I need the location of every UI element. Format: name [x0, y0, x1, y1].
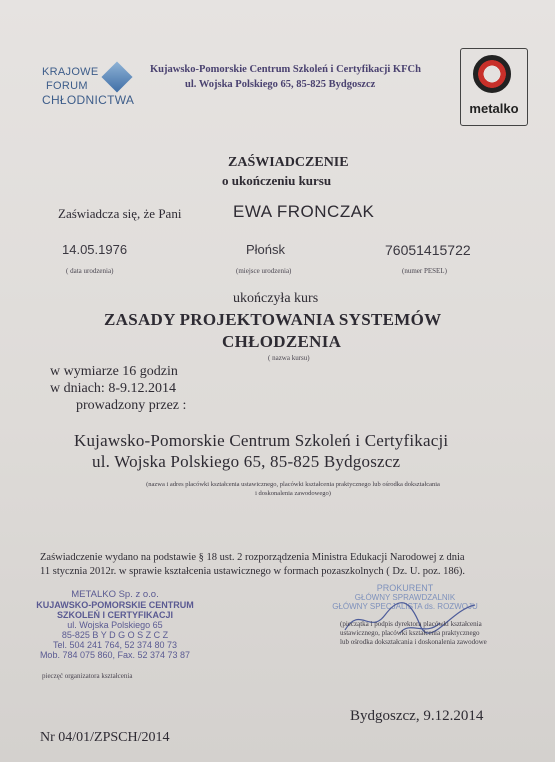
course-name-label: ( nazwa kursu) — [268, 354, 310, 362]
stamp-left-line-4: ul. Wojska Polskiego 65 — [67, 620, 163, 630]
stamp-right-line-2: GŁÓWNY SPRAWDZALNIK — [354, 593, 456, 602]
director-signature-label — [340, 620, 540, 647]
diamond-icon — [101, 61, 132, 92]
course-name-line-2: CHŁODZENIA — [222, 332, 342, 351]
krajowe-forum-logo — [40, 62, 140, 112]
person-name: EWA FRONCZAK — [233, 202, 375, 221]
stamp-left-line-5: 85-825 B Y D G O S Z C Z — [61, 630, 169, 640]
metalko-ring-icon — [473, 55, 511, 93]
course-hours: w wymiarze 16 godzin — [50, 364, 178, 379]
signature-label-line-3: lub ośrodka dokształcania i doskonalenia zawodowe — [340, 638, 487, 646]
metalko-logo-text: metalko — [469, 101, 519, 116]
course-days: w dniach: 8-9.12.2014 — [50, 381, 176, 396]
pesel-label: (numer PESEL) — [402, 267, 447, 275]
signature-label-line-2: ustawicznego, placówki kształcenia praktycznego — [340, 629, 480, 637]
stamp-left-line-3: SZKOLEŃ I CERTYFIKACJI — [56, 610, 173, 620]
header-org-address: ul. Wojska Polskiego 65, 85-825 Bydgoszcz — [185, 79, 376, 90]
institution-label-line-1: (nazwa i adres placówki kształcenia ustawicznego, placówki kształcenia praktycznego lub ośrodka dokształcania — [146, 481, 440, 488]
certificate-title: ZAŚWIADCZENIE — [228, 155, 349, 170]
stamp-right-line-1: PROKURENT — [376, 583, 434, 593]
course-completed-text: ukończyła kurs — [233, 291, 319, 306]
certificate-number: Nr 04/01/ZPSCH/2014 — [40, 730, 170, 745]
birth-date: 14.05.1976 — [62, 242, 128, 257]
organizer-stamp-label: pieczęć organizatora kształcenia — [42, 672, 133, 680]
institution-address: ul. Wojska Polskiego 65, 85-825 Bydgoszcz — [92, 452, 401, 471]
stamp-left-line-1: METALKO Sp. z o.o. — [71, 589, 159, 600]
person-intro: Zaświadcza się, że Pani — [58, 206, 182, 221]
header-org-name: Kujawsko-Pomorskie Centrum Szkoleń i Certyfikacji KFCh — [150, 64, 421, 75]
institution-label — [88, 480, 498, 498]
institution-label-line-2: i doskonalenia zawodowego) — [255, 490, 331, 497]
stamp-left-line-6: Tel. 504 241 764, 52 374 80 73 — [52, 640, 178, 650]
logo-line-2: FORUM — [46, 80, 88, 92]
birth-place: Płońsk — [246, 242, 286, 257]
stamp-left-line-2: KUJAWSKO-POMORSKIE CENTRUM — [36, 600, 194, 610]
logo-line-1: KRAJOWE — [42, 66, 99, 78]
logo-line-3: CHŁODNICTWA — [42, 93, 135, 107]
course-conducted-by: prowadzony przez : — [76, 398, 187, 413]
signature-label-line-1: (pieczątka i podpis dyrektora placówki kształcenia — [340, 620, 482, 628]
legal-basis-line-1: Zaświadczenie wydano na podstawie § 18 ust. 2 rozporządzenia Ministra Edukacji Narodowej z dnia — [40, 552, 465, 563]
place-and-date: Bydgoszcz, 9.12.2014 — [350, 708, 484, 724]
certificate-subtitle: o ukończeniu kursu — [222, 173, 332, 188]
stamp-right-line-3: GŁÓWNY SPECJALISTA ds. ROZWOJU — [332, 602, 478, 611]
metalko-logo — [460, 48, 528, 126]
birth-place-label: (miejsce urodzenia) — [236, 267, 292, 275]
birth-date-label: ( data urodzenia) — [66, 267, 114, 275]
organizer-stamp — [30, 590, 200, 660]
course-name-line-1: ZASADY PROJEKTOWANIA SYSTEMÓW — [104, 310, 442, 329]
stamp-left-line-7: Mob. 784 075 860, Fax. 52 374 73 87 — [39, 650, 191, 660]
pesel-number: 76051415722 — [385, 242, 471, 258]
institution-name: Kujawsko-Pomorskie Centrum Szkoleń i Certyfikacji — [74, 431, 449, 450]
legal-basis-line-2: 11 stycznia 2012r. w sprawie kształcenia ustawicznego w formach pozaszkolnych ( Dz. U. poz. 186). — [40, 566, 466, 577]
